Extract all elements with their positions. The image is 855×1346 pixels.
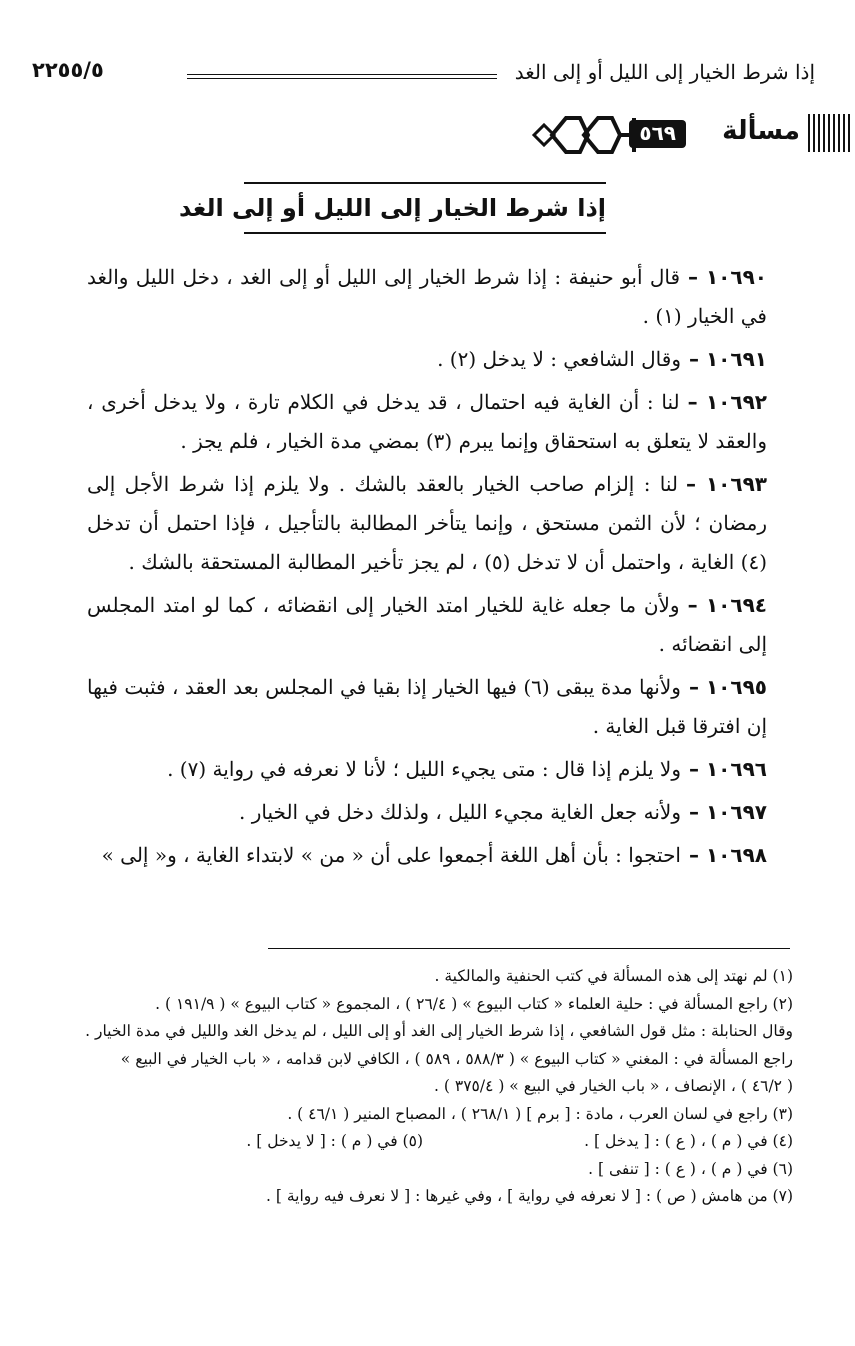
paragraph-text: لنا : أن الغاية فيه احتمال ، قد يدخل في الكلام تارة ، ولا يدخل أخرى ، والعقد لا يتعلق به استحقاق وإنما يبرم (٣) بمضي مدة الخيار ، فلم يجز . <box>87 390 767 453</box>
paragraph-text: ولا يلزم إذا قال : متى يجيء الليل ؛ لأنا لا نعرفه في رواية (٧) . <box>167 757 681 781</box>
running-header <box>32 50 815 90</box>
paragraph-text: قال أبو حنيفة : إذا شرط الخيار إلى الليل أو إلى الغد ، دخل الليل والغد في الخيار (١) . <box>87 265 767 328</box>
chapter-title-block <box>179 182 606 234</box>
paragraph-number: ١٠٦٩٢ – <box>687 390 767 414</box>
paragraph-number: ١٠٦٩١ – <box>688 347 767 371</box>
footnote-row <box>53 1128 793 1156</box>
masala-label: مسألة <box>722 116 800 146</box>
footnote: (٦) في ( م ) ، ( ع ) : [ تنفى ] . <box>588 1159 793 1178</box>
running-title: إذا شرط الخيار إلى الليل أو إلى الغد <box>514 60 815 84</box>
title-top-rule <box>244 182 606 184</box>
footnote-separator <box>268 948 790 949</box>
paragraph <box>87 586 767 664</box>
geometric-ornament-icon <box>528 110 638 160</box>
paragraph-number: ١٠٦٩٠ – <box>688 265 767 289</box>
paragraph-text: احتجوا : بأن أهل اللغة أجمعوا على أن « من » لابتداء الغاية ، و« إلى » <box>101 843 681 867</box>
page-number: ٢٢٥٥/٥ <box>32 58 104 82</box>
footnote: (٧) من هامش ( ص ) : [ لا نعرفه في رواية ] ، وفي غيرها : [ لا نعرف فيه رواية ] . <box>266 1187 793 1205</box>
paragraph <box>87 340 767 379</box>
paragraph-text: ولأنها مدة يبقى (٦) فيها الخيار إذا بقيا في المجلس بعد العقد ، فثبت فيها إن افترقا قبل الغاية . <box>87 675 767 738</box>
paragraph-number: ١٠٦٩٤ – <box>687 593 768 617</box>
paragraph <box>87 668 767 746</box>
paragraph-text: لنا : إلزام صاحب الخيار بالعقد بالشك . ولا يلزم إذا شرط الأجل إلى رمضان ؛ لأن الثمن مستحق ، وإنما يتأخر المطالبة بالتأجيل ، فإذا احتمل أن تدخل (٤) الغاية ، واحتمل أن لا تدخل (٥) ، لم يجز تأخير المطالبة المستحقة بالشك . <box>87 472 767 574</box>
vertical-lines-ornament <box>808 114 852 152</box>
footnote: (٣) راجع في لسان العرب ، مادة : [ برم ] ( ٢٦٨/١ ) ، المصباح المنير ( ٤٦/١ ) . <box>287 1104 793 1123</box>
paragraph-number: ١٠٦٩٦ – <box>688 757 767 781</box>
paragraph <box>87 793 767 832</box>
footnote: (١) لم نهتد إلى هذه المسألة في كتب الحنفية والمالكية . <box>434 967 793 985</box>
paragraph-text: وقال الشافعي : لا يدخل (٢) . <box>437 347 681 371</box>
paragraph-number: ١٠٦٩٥ – <box>688 675 767 699</box>
paragraph-number: ١٠٦٩٨ – <box>688 843 767 867</box>
paragraph <box>87 750 767 789</box>
masala-number-badge: ٥٦٩ <box>629 120 686 148</box>
paragraph-text: ولأن ما جعله غاية للخيار امتد الخيار إلى انقضائه ، كما لو امتد المجلس إلى انقضائه . <box>87 593 767 656</box>
paragraph <box>87 383 767 461</box>
main-text <box>87 258 767 879</box>
footnotes <box>53 963 793 1211</box>
footnote: (٢) راجع المسألة في : حلية العلماء « كتاب البيوع » ( ٢٦/٤ ) ، المجموع « كتاب البيوع » ( ١٩١/٩ ) . <box>155 994 793 1013</box>
footnote-continuation: ( ٤٦/٢ ) ، الإنصاف ، « باب الخيار في البيع » ( ٣٧٥/٤ ) . <box>434 1077 793 1095</box>
paragraph <box>87 465 767 582</box>
footnote-continuation: وقال الحنابلة : مثل قول الشافعي ، إذا شرط الخيار إلى الغد أو إلى الليل ، لم يدخل الغد والليل في مدة الخيار . <box>85 1022 793 1040</box>
paragraph-number: ١٠٦٩٣ – <box>686 472 767 496</box>
footnote: (٤) في ( م ) ، ( ع ) : [ يدخل ] . <box>584 1132 793 1150</box>
paragraph-number: ١٠٦٩٧ – <box>688 800 767 824</box>
paragraph <box>87 258 767 336</box>
footnote-continuation: راجع المسألة في : المغني « كتاب البيوع » ( ٥٨٨/٣ ، ٥٨٩ ) ، الكافي لابن قدامه ، « باب الخيار في البيع » <box>120 1049 793 1068</box>
header-double-rule <box>187 74 497 79</box>
footnote: (٥) في ( م ) : [ لا يدخل ] . <box>246 1132 423 1150</box>
paragraph-text: ولأنه جعل الغاية مجيء الليل ، ولذلك دخل في الخيار . <box>239 800 681 824</box>
masala-heading <box>528 110 855 160</box>
title-bottom-rule <box>244 232 606 234</box>
paragraph <box>87 836 767 875</box>
chapter-title: إذا شرط الخيار إلى الليل أو إلى الغد <box>179 194 606 222</box>
